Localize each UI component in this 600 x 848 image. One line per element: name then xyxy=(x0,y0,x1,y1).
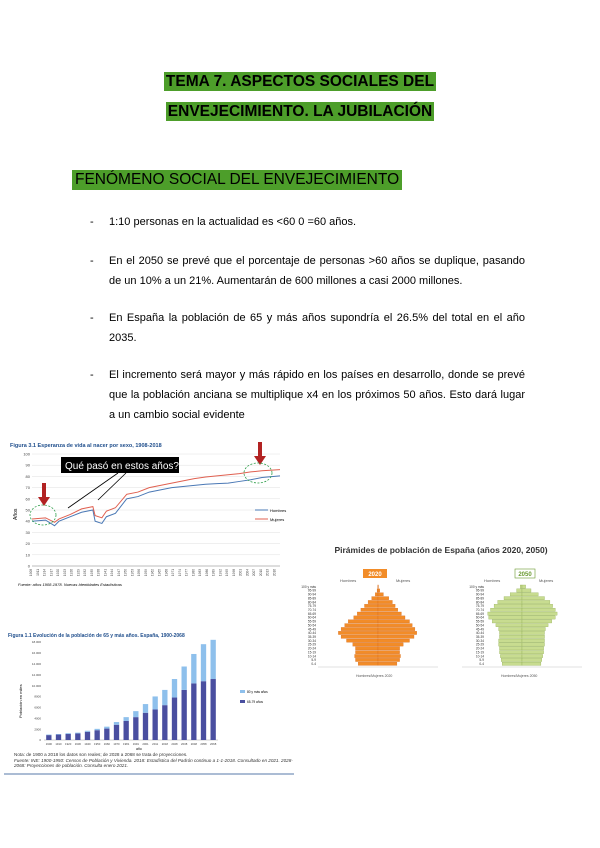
pyramid-bar-left-women xyxy=(378,651,400,654)
bar-80-plus xyxy=(133,711,138,717)
pyramid-bar-left-women xyxy=(378,635,414,638)
arrow-down-icon xyxy=(38,483,50,506)
life-x-tick: 1944 xyxy=(110,569,115,577)
life-y-ticks xyxy=(23,452,30,569)
pyramid-age-label: 30-34 xyxy=(475,638,484,643)
life-x-tick: 1941 xyxy=(103,569,108,577)
bar-65-79 xyxy=(56,735,61,740)
life-x-tick: 1968 xyxy=(164,569,169,577)
bullet-text: El incremento será mayor y más rápido en los países en desarrollo, donde se prevé que la población anciana se multiplique x4 en los próximos 50 años. Esto dará lugar a un cambio social evidente xyxy=(109,369,525,421)
pyramid-age-label: 5-9 xyxy=(479,658,484,663)
life-x-tick: 1947 xyxy=(116,569,121,577)
life-x-tick: 1920 xyxy=(56,569,61,577)
pyramid-bar-left-women xyxy=(378,627,415,630)
highlight-circle-2 xyxy=(244,463,272,483)
pyramid-age-label: 40-44 xyxy=(475,631,484,636)
pyramid-age-label: 35-39 xyxy=(307,635,316,639)
pyramid-bar-left-women xyxy=(378,647,400,650)
life-x-tick: 1917 xyxy=(49,569,54,577)
year-label-2020: 2020 xyxy=(368,572,382,578)
life-x-tick: 1938 xyxy=(96,569,101,577)
bar-80-plus xyxy=(191,654,196,683)
pyr-women-label-2020: Mujeres xyxy=(396,578,411,583)
life-y-tick: 20 xyxy=(25,541,30,547)
pyr-xlabel-2050: Hombres/Mujeres 2050 xyxy=(501,674,538,678)
life-x-tick: 1992 xyxy=(218,569,223,577)
bullet-dash: - xyxy=(90,312,94,324)
legend-65-swatch xyxy=(240,700,245,703)
bar-y-tick: 12.000 xyxy=(31,672,41,677)
pyramid-age-label: 40-44 xyxy=(307,631,316,636)
bar-65-79 xyxy=(75,733,80,740)
life-source: Fuente: años 1908-1978. Nuevas Identidades Estadísticas xyxy=(18,582,122,587)
pyramid-bar-right-women xyxy=(522,608,555,611)
pyramid-bar-right-women xyxy=(522,658,542,661)
bar-y-tick: 8000 xyxy=(34,694,41,699)
life-y-tick: 60 xyxy=(25,496,30,502)
pyramid-age-label: 50-54 xyxy=(475,623,484,628)
life-x-tick: 1959 xyxy=(143,569,148,577)
title-line-2 xyxy=(0,103,600,121)
pyr-women-label-2050: Mujeres xyxy=(539,578,554,583)
pyramid-bar-left-women xyxy=(378,639,410,642)
pyramid-age-label: 80-84 xyxy=(475,600,484,605)
pyramid-age-label: 85-89 xyxy=(475,596,484,601)
pyramid-bar-left-women xyxy=(378,600,392,603)
pyramid-bar-left-women xyxy=(378,616,405,619)
pyramid-age-label: 60-64 xyxy=(307,615,316,620)
bar-65-79 xyxy=(201,681,206,740)
pyramid-bar-left-women xyxy=(378,593,383,596)
pyramid-bar-left-women xyxy=(378,624,412,627)
life-x-tick: 1932 xyxy=(83,569,88,577)
bar-x-tick: 1970 xyxy=(113,742,120,746)
bar-x-tick: 2048 xyxy=(190,742,197,746)
pyramid-bar-right-men xyxy=(498,600,522,603)
life-x-tick: 2013 xyxy=(265,569,270,577)
life-x-tick: 1986 xyxy=(204,569,209,577)
pyramid-bar-right-women xyxy=(522,593,538,596)
life-caption: Figura 3.1 Esperanza de vida al nacer por sexo, 1908-2018 xyxy=(10,443,162,449)
bar-footer xyxy=(14,752,294,769)
life-y-tick: 80 xyxy=(25,473,30,479)
pyramid-bar-left-women xyxy=(378,597,389,600)
pyramid-age-label: 55-59 xyxy=(475,619,484,624)
pyramid-bar-right-women xyxy=(522,662,541,665)
life-x-tick: 1980 xyxy=(191,569,196,577)
bar-65-79 xyxy=(114,725,119,740)
pyramid-bar-left-men xyxy=(368,600,378,603)
life-x-tick: 1983 xyxy=(198,569,203,577)
bar-80-plus xyxy=(211,640,216,679)
bullet-item xyxy=(90,251,525,291)
life-ylabel: Años xyxy=(13,508,19,520)
pyramid-bar-left-women xyxy=(378,631,417,634)
pyramid-bar-left-women xyxy=(378,604,395,607)
legend-65-label: 65-79 años xyxy=(247,700,263,704)
year-label-2050: 2050 xyxy=(518,572,532,578)
bar-ylabel: Población en miles xyxy=(18,684,23,718)
title-line-2-text: ENVEJECIMIENTO. LA JUBILACIÓN xyxy=(167,103,433,120)
pyramid-bar-left-men xyxy=(375,593,378,596)
bar-65-79 xyxy=(211,679,216,740)
pyramid-bar-left-men xyxy=(358,662,378,665)
bar-65-79 xyxy=(85,732,90,740)
title-line-1 xyxy=(0,73,600,91)
pyramid-age-label: 70-74 xyxy=(475,608,484,612)
pyramid-age-label: 75-79 xyxy=(475,604,484,609)
arrow-down-icon xyxy=(254,442,266,465)
pyramid-age-label: 45-49 xyxy=(307,627,316,632)
bar-x-tick: 1950 xyxy=(94,742,101,746)
life-x-tick: 2004 xyxy=(245,569,250,577)
pyramid-title: Pirámides de población de España (años 2020, 2050) xyxy=(334,545,548,555)
life-x-tick: 1974 xyxy=(177,569,182,577)
pyramid-bar-left-men xyxy=(345,624,378,627)
bar-80-plus xyxy=(46,735,51,736)
pyramid-age-label: 20-24 xyxy=(307,646,316,651)
life-x-tick: 1935 xyxy=(89,569,94,577)
life-x-tick: 1962 xyxy=(150,569,155,577)
pyramid-bar-left-men xyxy=(353,643,378,646)
pyramid-bar-right-women xyxy=(522,643,545,646)
bar-80-plus xyxy=(56,734,61,735)
life-x-tick: 1965 xyxy=(157,569,162,577)
bar-y-tick: 4000 xyxy=(34,716,41,721)
title-line-1-text: TEMA 7. ASPECTOS SOCIALES DEL xyxy=(165,73,435,90)
pyramid-bar-left-men xyxy=(354,616,378,619)
pyramid-bar-right-men xyxy=(500,631,523,634)
life-x-tick: 2016 xyxy=(272,569,277,577)
pyramid-bar-left-men xyxy=(356,651,379,654)
bar-caption: Figura 1.1 Evolución de la población de 65 y más años. España, 1900-2068 xyxy=(8,633,185,639)
pyramid-bar-right-women xyxy=(522,647,544,650)
bar-80-plus xyxy=(153,696,158,709)
pyramid-bar-right-women xyxy=(522,616,555,619)
pyramid-bar-left-women xyxy=(378,658,400,661)
life-x-tick: 2007 xyxy=(252,569,257,577)
life-x-tick: 1926 xyxy=(69,569,74,577)
life-series-hombres xyxy=(32,476,280,526)
pyr-men-label-2020: Hombres xyxy=(340,578,357,583)
bar-80-plus xyxy=(182,667,187,690)
pyramid-bar-right-men xyxy=(499,639,522,642)
bar-80-plus xyxy=(143,704,148,713)
bar-xlabel: año xyxy=(136,747,142,751)
life-x-tick: 1929 xyxy=(76,569,81,577)
pyramid-bar-right-women xyxy=(522,624,548,627)
pyramid-bar-right-men xyxy=(500,654,522,657)
pyramid-age-label: 70-74 xyxy=(307,608,316,612)
pyramid-2050 xyxy=(462,585,582,667)
life-x-tick: 1953 xyxy=(130,569,135,577)
pyramid-age-label: 65-69 xyxy=(475,611,484,616)
pyramid-bar-right-men xyxy=(504,597,522,600)
pyramid-bar-right-men xyxy=(491,608,523,611)
highlight-circle-1 xyxy=(30,505,56,525)
pyramid-bar-right-men xyxy=(489,616,522,619)
pyr-men-label-2050: Hombres xyxy=(484,578,501,583)
pyramid-bar-right-women xyxy=(522,589,531,592)
pyramid-bar-left-men xyxy=(365,604,379,607)
bar-x-tick: 2068 xyxy=(210,742,217,746)
pyramid-bar-right-men xyxy=(500,647,523,650)
population-pyramid-figure xyxy=(296,538,586,683)
bar-80-plus xyxy=(114,722,119,725)
bar-x-tick: 1900 xyxy=(45,742,52,746)
bullet-text: En el 2050 se prevé que el porcentaje de personas >60 años se duplique, pasando de un 10% a un 21%. Aumentarán de 600 millones a casi 2000 millones. xyxy=(109,255,525,287)
pyramid-bar-left-women xyxy=(378,612,401,615)
bullet-item xyxy=(90,365,525,425)
life-y-tick: 70 xyxy=(25,485,30,491)
life-y-tick: 30 xyxy=(25,529,30,535)
pyramid-bar-left-women xyxy=(378,654,401,657)
pyramid-bar-right-women xyxy=(522,635,545,638)
bar-x-ticks xyxy=(46,742,217,746)
bar-65-79 xyxy=(191,683,196,740)
bar-x-tick: 1991 xyxy=(132,742,139,746)
pyramid-age-label: 85-89 xyxy=(307,596,316,601)
bar-80-plus xyxy=(162,690,167,705)
bar-x-tick: 2001 xyxy=(142,742,149,746)
bar-note: Nota: de 1900 a 2018 los datos son reales; de 2028 a 2068 se trata de proyecciones. xyxy=(14,752,188,757)
pyramid-age-label: 5-9 xyxy=(311,658,316,663)
pyramid-bar-right-men xyxy=(499,643,522,646)
bar-65-79 xyxy=(143,713,148,740)
life-x-tick: 1950 xyxy=(123,569,128,577)
pyramid-age-label: 55-59 xyxy=(307,619,316,624)
pyramid-bar-right-men xyxy=(502,662,522,665)
bar-65-79 xyxy=(46,735,51,740)
bar-x-tick: 1910 xyxy=(55,742,62,746)
life-x-tick: 1977 xyxy=(184,569,189,577)
pyramid-bar-right-women xyxy=(522,627,545,630)
pyramid-bar-right-women xyxy=(522,597,545,600)
life-y-tick: 40 xyxy=(25,518,30,524)
pyramid-bar-left-men xyxy=(356,647,379,650)
pyramid-bar-left-men xyxy=(372,597,378,600)
legend-80-label: 80 y más años xyxy=(247,690,268,694)
bar-65-79 xyxy=(133,717,138,740)
bar-80-plus xyxy=(75,733,80,734)
life-y-tick: 0 xyxy=(27,563,30,569)
bar-80-plus xyxy=(201,644,206,681)
bar-65-79 xyxy=(104,729,109,740)
pyramid-bar-left-women xyxy=(378,662,397,665)
pyramid-bar-right-women xyxy=(522,585,526,588)
pyramid-bar-right-women xyxy=(522,639,545,642)
pyramid-bar-left-men xyxy=(338,631,378,634)
pyramid-2020 xyxy=(301,585,438,667)
bar-y-tick: 18.000 xyxy=(31,640,41,645)
bar-80-plus xyxy=(95,729,100,730)
pyramid-age-label: 15-19 xyxy=(307,650,316,655)
life-y-tick: 90 xyxy=(25,462,30,468)
pyramid-age-label: 100 y más xyxy=(469,584,484,589)
pyramid-age-label: 75-79 xyxy=(307,604,316,609)
pyramid-bar-right-men xyxy=(517,589,522,592)
bar-80-plus xyxy=(85,731,90,732)
life-y-tick: 50 xyxy=(25,507,30,513)
legend-80-swatch xyxy=(240,690,245,693)
pyramid-bar-right-women xyxy=(522,631,545,634)
life-y-tick: 10 xyxy=(25,552,30,558)
pyramid-bar-right-men xyxy=(501,658,522,661)
pyramid-age-label: 50-54 xyxy=(307,623,316,628)
life-x-tick: 1956 xyxy=(137,569,142,577)
pyramid-bar-left-women xyxy=(378,589,380,592)
life-x-tick: 1989 xyxy=(211,569,216,577)
pyramid-age-label: 100 y más xyxy=(301,584,316,589)
life-series xyxy=(32,470,280,526)
bar-y-tick: 0 xyxy=(39,738,41,743)
bullet-dash: - xyxy=(90,216,94,228)
pyramid-bar-left-men xyxy=(361,608,378,611)
pyramid-bar-right-men xyxy=(488,612,522,615)
bar-y-tick: 10.000 xyxy=(31,683,41,688)
pyramid-bar-left-women xyxy=(378,608,398,611)
pyramid-age-label: 65-69 xyxy=(307,611,316,616)
bar-y-tick: 14.000 xyxy=(31,661,41,666)
pyramid-age-label: 90-94 xyxy=(475,592,484,597)
bar-x-tick: 2058 xyxy=(200,742,207,746)
bar-y-tick: 16.000 xyxy=(31,651,41,656)
life-x-tick: 1998 xyxy=(231,569,236,577)
bar-x-tick: 2011 xyxy=(152,742,159,746)
pyr-xlabel-2020: Hombres/Mujeres 2020 xyxy=(356,674,393,678)
bar-80-plus xyxy=(124,717,129,721)
life-expectancy-chart xyxy=(8,438,292,598)
bar-x-tick: 1981 xyxy=(123,742,130,746)
life-series-mujeres xyxy=(32,470,280,523)
pyramid-age-label: 10-14 xyxy=(307,654,316,659)
pyramid-bar-right-men xyxy=(510,593,522,596)
bar-x-tick: 1940 xyxy=(84,742,91,746)
callout-pointer-1 xyxy=(68,473,118,508)
pyramid-age-label: 25-29 xyxy=(475,642,484,647)
pyramid-bar-left-men xyxy=(341,635,378,638)
bullet-dash: - xyxy=(90,369,94,381)
life-expectancy-figure xyxy=(8,438,292,598)
bar-x-tick: 2018 xyxy=(161,742,168,746)
pyramid-bar-right-men xyxy=(492,620,522,623)
section-heading: FENÓMENO SOCIAL DEL ENVEJECIMIENTO xyxy=(72,170,402,190)
bar-80-plus xyxy=(172,679,177,698)
bar-x-tick: 1960 xyxy=(103,742,110,746)
bar-65-79 xyxy=(182,690,187,740)
pyramid-age-label: 80-84 xyxy=(307,600,316,605)
callout-text: Qué pasó en estos años? xyxy=(65,461,179,472)
legend-women-label: Mujeres xyxy=(270,517,285,522)
pyramid-bar-right-women xyxy=(522,654,543,657)
life-x-tick: 2001 xyxy=(238,569,243,577)
pyramid-bar-right-men xyxy=(496,624,522,627)
bar-65-79 xyxy=(95,730,100,740)
life-x-tick: 1908 xyxy=(29,569,33,577)
pyramid-bar-right-women xyxy=(522,604,553,607)
life-y-tick: 100 xyxy=(23,451,30,457)
pyramid-age-label: 30-34 xyxy=(307,638,316,643)
pyramid-bar-left-men xyxy=(357,612,378,615)
pyramid-age-label: 15-19 xyxy=(475,650,484,655)
pyramid-age-label: 95-99 xyxy=(307,588,316,593)
pyramid-bar-left-men xyxy=(347,639,379,642)
pyramid-bar-right-women xyxy=(522,600,550,603)
pyramid-bar-left-men xyxy=(348,620,378,623)
bullet-text: 1:10 personas en la actualidad es <60 0 =60 años. xyxy=(109,216,357,228)
life-x-tick: 1995 xyxy=(225,569,230,577)
pyramid-age-label: 10-14 xyxy=(475,654,484,659)
pyramid-bar-right-women xyxy=(522,620,552,623)
bullet-item xyxy=(90,308,525,348)
pyramid-bar-left-men xyxy=(355,654,378,657)
pyramid-bar-right-men xyxy=(500,635,523,638)
pyramid-age-label: 35-39 xyxy=(475,635,484,639)
bar-65-79 xyxy=(66,734,71,740)
bullet-item xyxy=(90,212,525,232)
pyramid-bar-left-women xyxy=(378,643,403,646)
pyramid-age-label: 0-4 xyxy=(479,662,484,666)
life-x-tick: 1914 xyxy=(42,569,47,577)
life-x-tick: 1923 xyxy=(62,569,67,577)
bullet-dash: - xyxy=(90,255,94,267)
bar-65-79 xyxy=(153,710,158,740)
pyramid-bar-right-men xyxy=(500,651,523,654)
bar-65-79 xyxy=(172,698,177,740)
pyramid-age-label: 25-29 xyxy=(307,642,316,647)
pyramid-bar-left-men xyxy=(356,658,379,661)
life-x-tick: 1911 xyxy=(35,569,40,576)
life-x-tick: 2010 xyxy=(258,569,263,577)
population-bar-figure xyxy=(4,628,296,776)
bar-65-79 xyxy=(124,721,129,740)
pyramid-age-label: 90-94 xyxy=(307,592,316,597)
pyramid-age-label: 0-4 xyxy=(311,662,316,666)
pyramid-bar-right-men xyxy=(499,627,522,630)
bullet-text: En España la población de 65 y más años supondría el 26.5% del total en el año 2035. xyxy=(109,312,525,344)
pyramid-age-label: 20-24 xyxy=(475,646,484,651)
pyramid-age-label: 95-99 xyxy=(475,588,484,593)
bar-80-plus xyxy=(66,733,71,734)
pyramid-age-label: 45-49 xyxy=(475,627,484,632)
population-pyramids xyxy=(296,538,586,683)
bar-x-tick: 2038 xyxy=(181,742,188,746)
bar-x-tick: 1930 xyxy=(74,742,81,746)
bar-x-tick: 1920 xyxy=(65,742,72,746)
pyramid-bar-right-women xyxy=(522,612,557,615)
bar-65-79 xyxy=(162,705,167,740)
bar-80-plus xyxy=(104,727,109,729)
pyramid-bar-right-men xyxy=(520,585,522,588)
pyramid-bar-right-men xyxy=(494,604,522,607)
bar-source: Fuente: INE: 1900-1950: Censos de Población y Vivienda. 2018: Estadística del Padrón continuo a 1-1-2018. Consultado en 2021. 2028-2068: Proyecciones de población. Consulta enero 2021. xyxy=(14,757,293,768)
pyramid-age-label: 60-64 xyxy=(475,615,484,620)
pyramid-bar-left-women xyxy=(378,620,410,623)
pyramid-bar-right-women xyxy=(522,651,544,654)
bar-y-tick: 6000 xyxy=(34,705,41,710)
life-x-tick: 1971 xyxy=(171,569,176,577)
bar-y-tick: 2000 xyxy=(34,727,41,732)
life-x-ticks xyxy=(29,569,276,576)
legend-men-label: Hombres xyxy=(270,508,287,513)
pyramid-bar-left-men xyxy=(341,627,378,630)
bar-series xyxy=(46,640,216,740)
bar-x-tick: 2028 xyxy=(171,742,178,746)
